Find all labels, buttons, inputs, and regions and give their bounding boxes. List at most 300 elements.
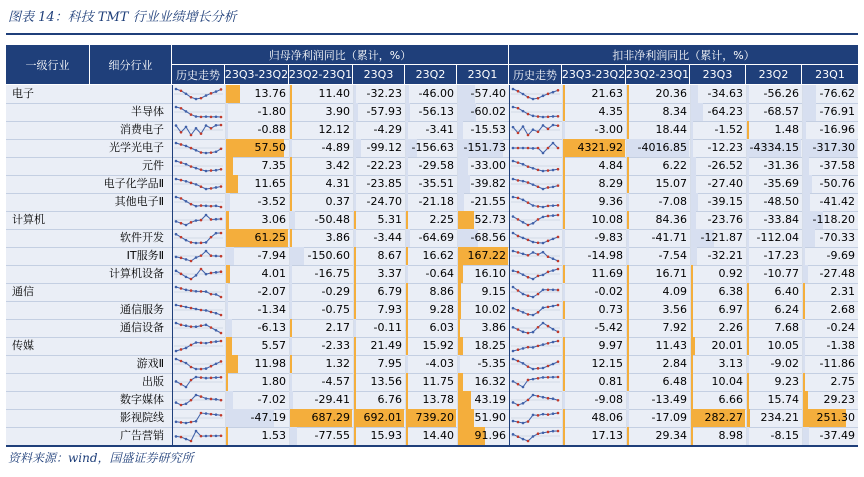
sparkline-point: [195, 149, 198, 152]
value-cell-gm: -29.58: [418, 159, 454, 172]
sparkline-point: [517, 348, 520, 351]
trend-sparkline-kf: [511, 159, 560, 173]
sparkline-point: [532, 98, 535, 101]
sparkline-point: [532, 435, 535, 438]
value-cell-kf: 9.23: [774, 375, 799, 388]
sparkline-point: [532, 147, 535, 150]
trend-sparkline-kf: [511, 303, 560, 317]
sparkline-point: [220, 270, 223, 273]
sparkline-point: [180, 131, 183, 134]
value-cell-gm: 9.28: [429, 303, 454, 316]
sparkline-point: [552, 214, 555, 217]
sparkline-point: [220, 296, 223, 299]
header-col-gm-1: 23Q3-23Q2: [225, 65, 289, 85]
sparkline-point: [537, 253, 540, 256]
sparkline-point: [557, 260, 560, 263]
sparkline-point: [215, 218, 218, 221]
sparkline-point: [190, 241, 193, 244]
sparkline-point: [547, 413, 550, 416]
header-col-kf-2: 23Q2-23Q1: [626, 65, 690, 85]
value-cell-kf: -1.52: [714, 123, 743, 136]
sparkline-point: [195, 256, 198, 259]
value-cell-gm: 7.35: [261, 159, 286, 172]
sparkline-point: [185, 347, 188, 350]
sparkline-point: [527, 399, 530, 402]
sparkline-point: [210, 365, 213, 368]
value-cell-gm: -64.69: [418, 231, 454, 244]
value-cell-kf: -8.15: [770, 429, 799, 442]
column-separator: [746, 85, 747, 445]
sparkline-point: [215, 255, 218, 258]
sparkline-point: [552, 204, 555, 207]
value-cell-gm: 3.86: [325, 231, 350, 244]
value-cell-gm: -150.60: [307, 249, 350, 262]
value-cell-kf: 9.97: [598, 339, 623, 352]
value-cell-gm: -0.11: [373, 321, 402, 334]
value-cell-kf: 7.92: [662, 321, 687, 334]
sparkline-point: [552, 341, 555, 344]
sparkline-point: [552, 142, 555, 145]
table-row: [6, 211, 858, 229]
sparkline-point: [517, 90, 520, 93]
sparkline-point: [542, 376, 545, 379]
sparkline-point: [527, 379, 530, 382]
sparkline-point: [205, 324, 208, 327]
value-cell-gm: 13.78: [422, 393, 454, 406]
sparkline-point: [195, 394, 198, 397]
sparkline-point: [180, 421, 183, 424]
sparkline-point: [557, 124, 560, 127]
sparkline-point: [180, 324, 183, 327]
value-cell-gm: -2.07: [257, 285, 286, 298]
sparkline-point: [552, 186, 555, 189]
sparkline-point: [175, 358, 178, 361]
table-row: [6, 409, 858, 427]
value-cell-kf: 21.63: [591, 87, 623, 100]
value-cell-gm: -0.88: [257, 123, 286, 136]
sparkline-point: [537, 311, 540, 314]
column-separator: [225, 85, 226, 445]
sparkline-point: [512, 250, 515, 253]
subindustry-label: 数字媒体: [120, 393, 164, 406]
value-cell-gm: -7.94: [257, 249, 286, 262]
sparkline-point: [175, 124, 178, 127]
value-cell-kf: -64.23: [707, 105, 743, 118]
sparkline-point: [522, 311, 525, 314]
trend-sparkline-kf: [511, 195, 560, 209]
sparkline-point: [190, 221, 193, 224]
sparkline-point: [517, 179, 520, 182]
sparkline-point: [180, 404, 183, 407]
header-trend-kf: 历史走势: [509, 65, 562, 85]
sparkline-point: [175, 160, 178, 163]
value-cell-kf: -17.23: [763, 249, 799, 262]
sparkline-point: [542, 367, 545, 370]
sparkline-point: [215, 435, 218, 438]
sparkline-point: [512, 106, 515, 109]
sparkline-point: [557, 89, 560, 92]
sparkline-point: [175, 270, 178, 273]
value-cell-gm: -22.23: [366, 159, 402, 172]
value-cell-kf: -48.50: [763, 195, 799, 208]
value-cell-gm: 6.76: [377, 393, 402, 406]
sparkline-point: [180, 89, 183, 92]
value-cell-kf: -5.42: [594, 321, 623, 334]
sparkline-point: [522, 331, 525, 334]
value-cell-gm: 687.29: [311, 411, 350, 424]
sparkline-point: [537, 395, 540, 398]
value-cell-kf: 48.06: [591, 411, 623, 424]
value-cell-gm: 16.10: [474, 267, 506, 280]
sparkline-point: [190, 344, 193, 347]
sparkline-point: [517, 328, 520, 331]
value-cell-gm: -1.80: [257, 105, 286, 118]
value-cell-gm: -151.73: [463, 141, 506, 154]
value-cell-gm: -4.57: [321, 375, 350, 388]
sparkline-point: [517, 383, 520, 386]
header-trend-gm: 历史走势: [172, 65, 225, 85]
value-cell-kf: 6.22: [662, 159, 687, 172]
trend-sparkline-gm: [174, 195, 223, 209]
sparkline-point: [200, 395, 203, 398]
table-row: [6, 85, 858, 103]
sparkline-point: [522, 362, 525, 365]
trend-sparkline-kf: [511, 357, 560, 371]
trend-sparkline-kf: [511, 393, 560, 407]
sparkline-point: [547, 255, 550, 258]
value-cell-gm: -57.93: [366, 105, 402, 118]
sparkline-point: [215, 90, 218, 93]
value-cell-kf: -26.52: [707, 159, 743, 172]
value-cell-gm: 1.53: [261, 429, 286, 442]
sparkline-point: [512, 232, 515, 235]
sparkline-point: [542, 322, 545, 325]
sparkline-point: [175, 142, 178, 145]
sparkline-point: [200, 204, 203, 207]
sparkline-point: [205, 124, 208, 127]
value-cell-gm: -1.34: [257, 303, 286, 316]
value-cell-gm: -0.29: [321, 285, 350, 298]
value-cell-kf: 8.98: [718, 429, 743, 442]
sparkline-point: [537, 185, 540, 188]
value-cell-gm: -6.13: [257, 321, 286, 334]
sparkline-point: [220, 360, 223, 363]
sparkline-point: [185, 239, 188, 242]
value-cell-gm: 1.32: [325, 357, 350, 370]
value-cell-gm: 2.25: [429, 213, 454, 226]
sparkline-point: [522, 293, 525, 296]
sparkline-point: [210, 151, 213, 154]
value-cell-gm: 11.75: [422, 375, 454, 388]
value-cell-kf: 20.01: [711, 339, 743, 352]
sparkline-point: [537, 275, 540, 278]
sparkline-point: [190, 307, 193, 310]
sparkline-point: [522, 422, 525, 425]
value-cell-kf: -34.63: [707, 87, 743, 100]
sparkline-point: [542, 343, 545, 346]
sparkline-point: [547, 376, 550, 379]
sparkline-point: [557, 340, 560, 343]
value-cell-kf: 6.40: [774, 285, 799, 298]
value-cell-kf: 3.56: [662, 303, 687, 316]
value-cell-gm: 0.37: [325, 195, 350, 208]
sparkline-point: [205, 241, 208, 244]
sparkline-point: [542, 188, 545, 191]
column-separator: [562, 85, 563, 445]
sparkline-point: [185, 386, 188, 389]
sparkline-point: [215, 115, 218, 118]
value-cell-kf: -32.21: [707, 249, 743, 262]
trend-sparkline-kf: [511, 213, 560, 227]
sparkline-point: [175, 106, 178, 109]
trend-sparkline-gm: [174, 375, 223, 389]
value-cell-gm: 3.90: [325, 105, 350, 118]
sparkline-point: [180, 273, 183, 276]
sparkline-point: [527, 420, 530, 423]
top-rule: [6, 33, 858, 35]
value-cell-kf: -35.69: [763, 177, 799, 190]
sparkline-point: [542, 170, 545, 173]
value-cell-kf: -9.69: [826, 249, 855, 262]
sparkline-point: [552, 269, 555, 272]
sparkline-point: [180, 360, 183, 363]
sparkline-point: [210, 435, 213, 438]
value-cell-gm: 14.40: [422, 429, 454, 442]
sparkline-point: [512, 358, 515, 361]
sparkline-point: [205, 250, 208, 253]
sparkline-point: [532, 314, 535, 317]
header-sub: 细分行业: [90, 45, 172, 85]
sparkline-point: [195, 325, 198, 328]
column-separator: [802, 85, 803, 445]
value-cell-gm: 5.31: [377, 213, 402, 226]
sparkline-point: [522, 163, 525, 166]
value-cell-gm: 692.01: [363, 411, 402, 424]
trend-sparkline-kf: [511, 375, 560, 389]
trend-sparkline-gm: [174, 159, 223, 173]
value-cell-gm: 8.86: [429, 285, 454, 298]
trend-sparkline-kf: [511, 249, 560, 263]
sparkline-point: [215, 340, 218, 343]
sparkline-point: [532, 331, 535, 334]
sparkline-point: [542, 95, 545, 98]
sparkline-point: [220, 314, 223, 317]
sparkline-point: [512, 178, 515, 181]
sparkline-point: [200, 116, 203, 119]
sparkline-point: [215, 186, 218, 189]
table-row: [6, 301, 858, 319]
value-cell-kf: -317.30: [812, 141, 855, 154]
sparkline-point: [200, 151, 203, 154]
value-cell-kf: -4334.15: [749, 141, 799, 154]
sparkline-point: [220, 399, 223, 402]
value-cell-kf: -50.76: [819, 177, 855, 190]
sparkline-point: [522, 93, 525, 96]
trend-sparkline-gm: [174, 141, 223, 155]
sparkline-point: [205, 214, 208, 217]
header-col-gm-2: 23Q2-23Q1: [289, 65, 353, 85]
sparkline-point: [517, 235, 520, 238]
sparkline-point: [537, 377, 540, 380]
value-cell-kf: -41.42: [819, 195, 855, 208]
sparkline-point: [537, 367, 540, 370]
sparkline-point: [210, 377, 213, 380]
trend-sparkline-gm: [174, 213, 223, 227]
value-cell-gm: -15.53: [470, 123, 506, 136]
value-cell-gm: 15.93: [370, 429, 402, 442]
sparkline-point: [185, 92, 188, 95]
value-cell-gm: -0.64: [425, 267, 454, 280]
sparkline-point: [175, 421, 178, 424]
sparkline-point: [195, 274, 198, 277]
sparkline-point: [200, 185, 203, 188]
header-group-gm: 归母净利润同比（累计，%）: [172, 45, 509, 65]
sparkline-point: [552, 328, 555, 331]
value-cell-gm: 57.50: [254, 141, 286, 154]
sparkline-point: [180, 107, 183, 110]
value-cell-kf: -27.40: [707, 177, 743, 190]
sparkline-point: [195, 430, 198, 433]
value-cell-kf: 84.36: [655, 213, 687, 226]
sparkline-point: [547, 205, 550, 208]
sparkline-point: [557, 430, 560, 433]
value-cell-kf: 2.26: [718, 321, 743, 334]
value-cell-kf: 20.36: [655, 87, 687, 100]
sparkline-point: [512, 380, 515, 383]
sparkline-point: [537, 169, 540, 172]
value-cell-kf: -23.76: [707, 213, 743, 226]
sparkline-point: [537, 147, 540, 150]
value-cell-gm: -3.44: [373, 231, 402, 244]
value-cell-kf: 16.71: [655, 267, 687, 280]
sparkline-point: [542, 306, 545, 309]
sparkline-point: [200, 376, 203, 379]
value-cell-kf: 12.15: [591, 357, 623, 370]
sparkline-point: [190, 289, 193, 292]
sparkline-point: [512, 286, 515, 289]
sparkline-point: [557, 304, 560, 307]
sparkline-point: [522, 273, 525, 276]
sparkline-point: [190, 366, 193, 369]
subindustry-label: 出版: [142, 375, 164, 388]
sparkline-point: [537, 414, 540, 417]
sparkline-point: [547, 431, 550, 434]
value-cell-gm: -33.00: [470, 159, 506, 172]
sparkline-point: [185, 163, 188, 166]
value-cell-kf: -3.00: [594, 123, 623, 136]
trend-sparkline-gm: [174, 357, 223, 371]
sparkline-point: [180, 383, 183, 386]
table-row: [6, 337, 858, 355]
value-cell-gm: -3.41: [425, 123, 454, 136]
value-cell-gm: -32.23: [366, 87, 402, 100]
sparkline-point: [190, 147, 193, 150]
sparkline-point: [180, 348, 183, 351]
value-cell-gm: 167.22: [467, 249, 506, 262]
sparkline-point: [210, 218, 213, 221]
sparkline-point: [220, 168, 223, 171]
group-separator: [509, 85, 510, 445]
sparkline-point: [185, 306, 188, 309]
sparkline-point: [547, 93, 550, 96]
value-cell-kf: 0.92: [718, 267, 743, 280]
sparkline-point: [547, 215, 550, 218]
trend-sparkline-gm: [174, 249, 223, 263]
sparkline-point: [185, 110, 188, 113]
sparkline-point: [180, 143, 183, 146]
sparkline-point: [537, 326, 540, 329]
value-cell-kf: 4.84: [598, 159, 623, 172]
sparkline-point: [552, 376, 555, 379]
subindustry-label: 通信设备: [120, 321, 164, 334]
sparkline-point: [190, 379, 193, 382]
sparkline-point: [180, 179, 183, 182]
sparkline-point: [220, 232, 223, 235]
value-cell-gm: 43.19: [474, 393, 506, 406]
sparkline-point: [547, 289, 550, 292]
sparkline-point: [527, 346, 530, 349]
sparkline-point: [522, 180, 525, 183]
sparkline-point: [215, 205, 218, 208]
sparkline-point: [552, 238, 555, 241]
sparkline-point: [547, 342, 550, 345]
trend-sparkline-gm: [174, 321, 223, 335]
sparkline-point: [190, 260, 193, 263]
sparkline-point: [522, 237, 525, 240]
trend-sparkline-gm: [174, 393, 223, 407]
sparkline-point: [532, 346, 535, 349]
sparkline-point: [542, 274, 545, 277]
sparkline-point: [542, 124, 545, 127]
sparkline-point: [190, 325, 193, 328]
sparkline-point: [200, 324, 203, 327]
table-row: [6, 229, 858, 247]
table-row: [6, 373, 858, 391]
value-cell-kf: -14.98: [587, 249, 623, 262]
value-cell-gm: -4.03: [425, 357, 454, 370]
sparkline-point: [175, 401, 178, 404]
trend-sparkline-kf: [511, 267, 560, 281]
value-cell-gm: -50.48: [314, 213, 350, 226]
subindustry-label: 光学光电子: [109, 141, 164, 154]
sparkline-point: [512, 401, 515, 404]
sparkline-point: [532, 222, 535, 225]
value-cell-kf: -33.84: [763, 213, 799, 226]
sparkline-point: [542, 413, 545, 416]
sparkline-point: [512, 420, 515, 423]
sparkline-point: [190, 134, 193, 137]
sparkline-point: [552, 115, 555, 118]
subindustry-label: 游戏Ⅱ: [136, 357, 164, 370]
sparkline-point: [547, 397, 550, 400]
sparkline-point: [517, 147, 520, 150]
value-cell-kf: 29.23: [823, 393, 855, 406]
sparkline-point: [220, 340, 223, 343]
sparkline-point: [532, 278, 535, 281]
level1-label: 传媒: [12, 339, 34, 352]
sparkline-point: [200, 309, 203, 312]
trend-sparkline-gm: [174, 123, 223, 137]
sparkline-point: [527, 201, 530, 204]
trend-sparkline-gm: [174, 87, 223, 101]
sparkline-point: [532, 204, 535, 207]
sparkline-point: [557, 289, 560, 292]
subindustry-label: 计算机设备: [109, 267, 164, 280]
value-cell-gm: -4.29: [373, 123, 402, 136]
value-cell-gm: 5.57: [261, 339, 286, 352]
table-row: [6, 121, 858, 139]
sparkline-point: [180, 161, 183, 164]
